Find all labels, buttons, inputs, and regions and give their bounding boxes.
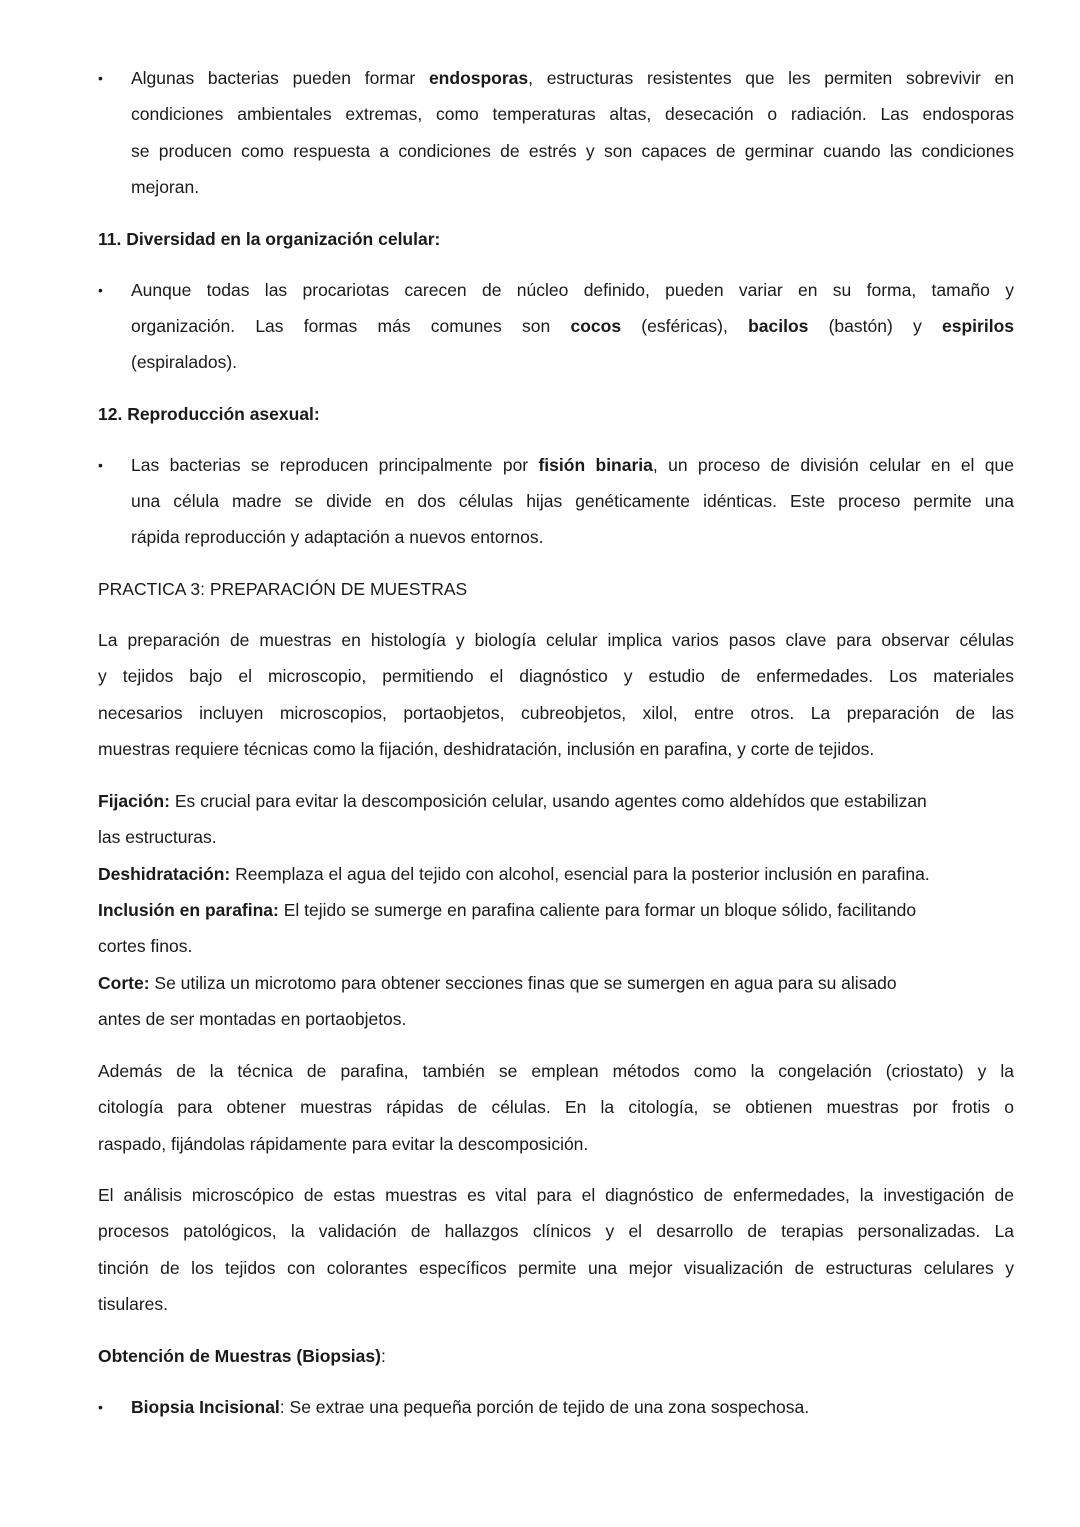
bold-heading: Obtención de Muestras (Biopsias) — [98, 1346, 381, 1366]
paragraph-line: tisulares. — [98, 1294, 169, 1314]
paragraph-line: (espiralados). — [131, 352, 238, 372]
paragraph-line: citología para obtener muestras rápidas de células. En la citología, se obtienen muestras por frotis o — [98, 1097, 1014, 1117]
paragraph-line: Aunque todas las procariotas carecen de núcleo definido, pueden variar en su forma, tamaño y — [131, 280, 1014, 300]
subsection-heading — [98, 1344, 386, 1368]
text: El tejido se sumerge en parafina caliente para formar un bloque sólido, facilitando — [278, 900, 917, 920]
bullet-icon: • — [98, 1399, 103, 1415]
bold-term: cocos — [570, 316, 622, 336]
bullet-icon: • — [98, 282, 103, 298]
step-label: Inclusión en parafina: — [98, 900, 279, 920]
paragraph-line: y tejidos bajo el microscopio, permitiendo el diagnóstico y estudio de enfermedades. Los materiales — [98, 666, 1014, 686]
paragraph-line — [131, 314, 1014, 338]
section-title: PRACTICA 3: PREPARACIÓN DE MUESTRAS — [98, 579, 468, 599]
step-inclusion — [98, 898, 916, 922]
step-label: Fijación: — [98, 791, 170, 811]
step-corte — [98, 971, 897, 995]
text: Algunas bacterias pueden formar — [131, 68, 429, 88]
step-label: Deshidratación: — [98, 864, 231, 884]
step-deshidratacion — [98, 862, 930, 886]
bold-term: Biopsia Incisional — [131, 1397, 280, 1417]
paragraph-line: se producen como respuesta a condiciones de estrés y son capaces de germinar cuando las condiciones — [131, 141, 1014, 161]
bold-term: espirilos — [942, 316, 1014, 336]
text: , estructuras resistentes que les permiten sobrevivir en — [528, 68, 1014, 88]
text: Las bacterias se reproducen principalmente por — [131, 455, 539, 475]
paragraph-line: Además de la técnica de parafina, también se emplean métodos como la congelación (criostato) y la — [98, 1061, 1014, 1081]
text: organización. Las formas más comunes son — [131, 316, 571, 336]
paragraph-line: mejoran. — [131, 177, 200, 197]
paragraph-line: una célula madre se divide en dos células hijas genéticamente idénticas. Este proceso permite una — [131, 491, 1014, 511]
paragraph-line: procesos patológicos, la validación de hallazgos clínicos y el desarrollo de terapias personalizadas. La — [98, 1221, 1014, 1241]
section-heading: 11. Diversidad en la organización celular: — [98, 229, 441, 249]
text: Se utiliza un microtomo para obtener secciones finas que se sumergen en agua para su alisado — [149, 973, 897, 993]
step-fijacion — [98, 789, 927, 813]
text: (esféricas), — [621, 316, 749, 336]
bold-term: endosporas — [428, 68, 529, 88]
paragraph-line: muestras requiere técnicas como la fijación, deshidratación, inclusión en parafina, y corte de tejidos. — [98, 739, 875, 759]
paragraph-line: condiciones ambientales extremas, como temperaturas altas, desecación o radiación. Las endosporas — [131, 104, 1014, 124]
text: , un proceso de división celular en el que — [652, 455, 1014, 475]
step-label: Corte: — [98, 973, 150, 993]
paragraph-line: La preparación de muestras en histología y biología celular implica varios pasos clave para observar células — [98, 630, 1014, 650]
paragraph-line: antes de ser montadas en portaobjetos. — [98, 1009, 407, 1029]
bullet-icon: • — [98, 457, 103, 473]
text: Es crucial para evitar la descomposición celular, usando agentes como aldehídos que estabilizan — [169, 791, 927, 811]
bold-term: bacilos — [748, 316, 809, 336]
paragraph-line: necesarios incluyen microscopios, portaobjetos, cubreobjetos, xilol, entre otros. La preparación de las — [98, 703, 1014, 723]
paragraph-line: rápida reproducción y adaptación a nuevos entornos. — [131, 527, 544, 547]
paragraph-line: raspado, fijándolas rápidamente para evitar la descomposición. — [98, 1134, 589, 1154]
paragraph-line: El análisis microscópico de estas muestras es vital para el diagnóstico de enfermedades, la investigación de — [98, 1185, 1014, 1205]
paragraph-line: las estructuras. — [98, 827, 217, 847]
text: Reemplaza el agua del tejido con alcohol, esencial para la posterior inclusión en parafina. — [230, 864, 930, 884]
text: (bastón) y — [808, 316, 943, 336]
section-heading: 12. Reproducción asexual: — [98, 404, 320, 424]
text: : — [380, 1346, 386, 1366]
paragraph-line — [131, 453, 1014, 477]
paragraph-line: cortes finos. — [98, 936, 193, 956]
paragraph-line — [131, 66, 1014, 90]
bullet-icon: • — [98, 70, 103, 86]
bold-term: fisión binaria — [538, 455, 653, 475]
text: : Se extrae una pequeña porción de tejido de una zona sospechosa. — [279, 1397, 810, 1417]
list-item — [131, 1395, 809, 1419]
paragraph-line: tinción de los tejidos con colorantes específicos permite una mejor visualización de estructuras celulares y — [98, 1258, 1014, 1278]
